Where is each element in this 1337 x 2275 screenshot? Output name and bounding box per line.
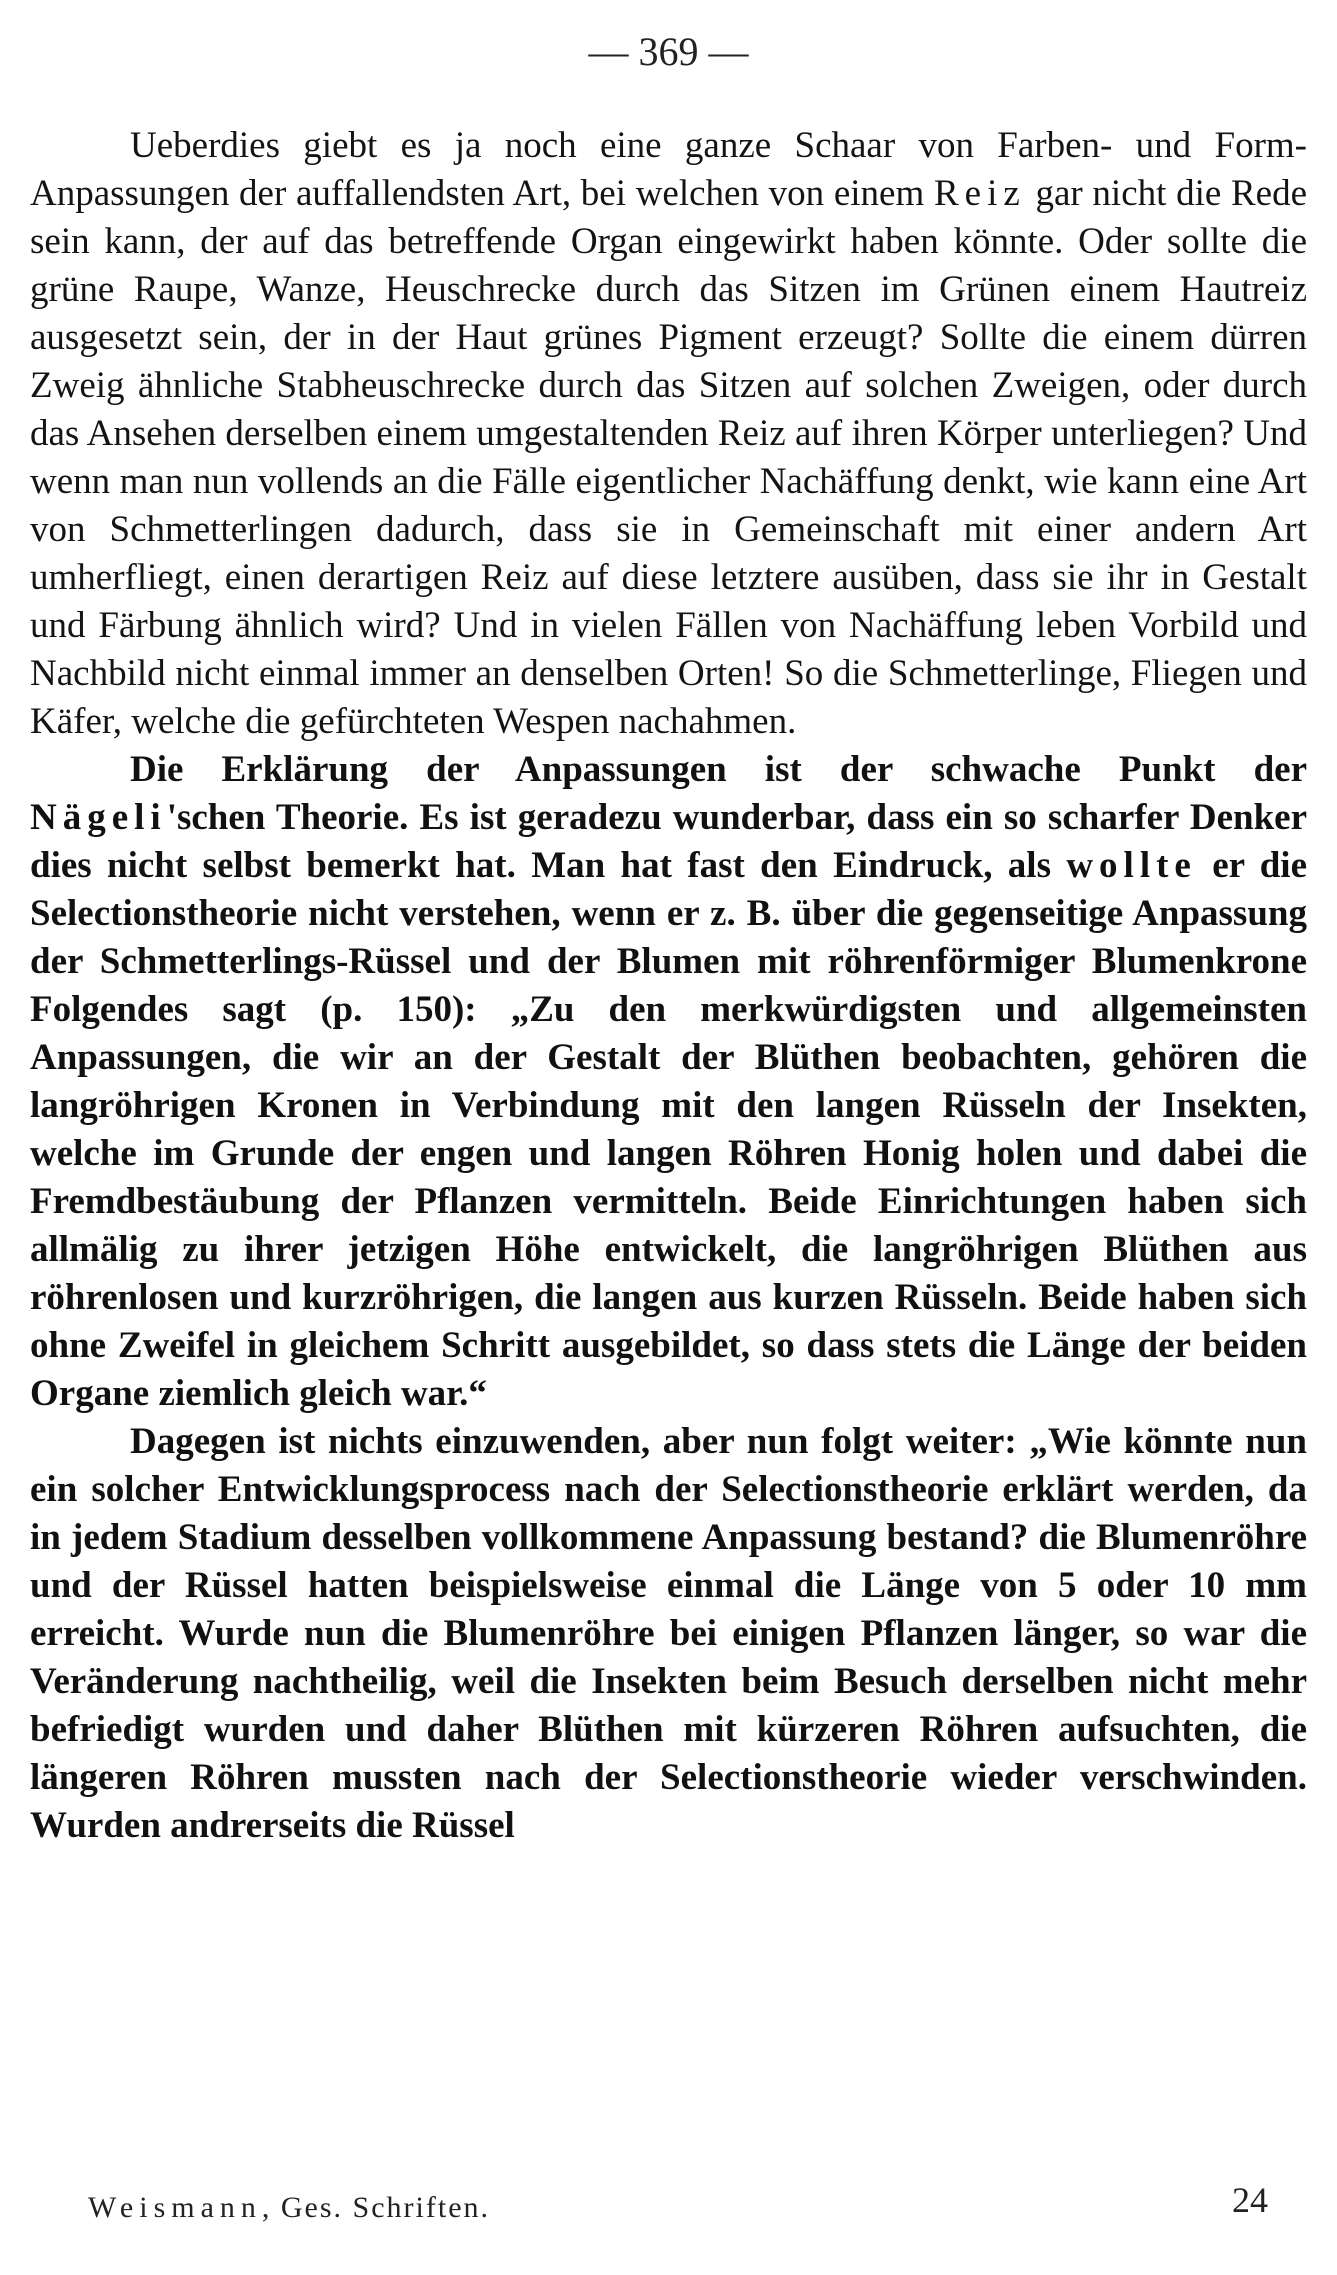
page-number: — 369 — (588, 29, 749, 74)
paragraph-1-part-1: Ueberdies giebt es ja noch eine ganze Schaar von Farben- und Form-Anpassungen der auffallendsten Art, bei welchen von einem (30, 125, 1307, 214)
page-footer (88, 2180, 1268, 2228)
body-text (30, 122, 1307, 1850)
paragraph-3 (30, 1418, 1307, 1850)
paragraph-1 (30, 122, 1307, 746)
paragraph-2-part-3: 'schen Theorie. Es ist geradezu wunderbar, dass ein so scharfer Denker dies nicht selbst bemerkt hat. Man hat fast den Eindruck, als (30, 797, 1307, 886)
paragraph-1-part-3: gar nicht die Rede sein kann, der auf das betreffende Organ eingewirkt haben könnte. Oder sollte die grüne Raupe, Wanze, Heuschrecke durch das Sitzen im Grünen einem Hautreiz ausgesetzt sein, der in der Haut grünes Pigment erzeugt? Sollte die einem dürren Zweig ähnliche Stabheuschrecke durch das Sitzen auf solchen Zweigen, oder durch das Ansehen derselben einem umgestaltenden Reiz auf ihren Körper unterliegen? Und wenn man nun vollends an die Fälle eigentlicher Nachäffung denkt, wie kann eine Art von Schmetterlingen dadurch, dass sie in Gemeinschaft mit einer andern Art umherfliegt, einen derartigen Reiz auf diese letztere ausüben, dass sie ihr in Gestalt und Färbung ähnlich wird? Und in vielen Fällen von Nachäffung leben Vorbild und Nachbild nicht einmal immer an denselben Orten! So die Schmetterlinge, Fliegen und Käfer, welche die gefürchteten Wespen nachahmen. (30, 173, 1308, 742)
signature-mark: 24 (1232, 2180, 1268, 2220)
footer-source: , Ges. Schriften. (261, 2191, 491, 2224)
paragraph-3-part-1: Dagegen ist nichts einzuwenden, aber nun folgt weiter: „Wie könnte nun ein solcher Entwicklungsprocess nach der Selectionstheorie erklärt werden, da in jedem Stadium desselben vollkommene Anpassung bestand? die Blumenröhre und der Rüssel hatten beispielsweise einmal die Länge von 5 oder 10 mm erreicht. Wurde nun die Blumenröhre bei einigen Pflanzen länger, so war die Veränderung nachtheilig, weil die Insekten beim Besuch derselben nicht mehr befriedigt wurden und daher Blüthen mit kürzeren Röhren aufsuchten, die längeren Röhren mussten nach der Selectionstheorie wieder verschwinden. Wurden andrerseits die Rüssel (30, 1421, 1307, 1846)
footer-author: Weismann (88, 2191, 262, 2224)
paragraph-2-part-5: er die Selectionstheorie nicht verstehen, wenn er z. B. über die gegenseitige Anpassung der Schmetterlings-Rüssel und der Blumen mit röhrenförmiger Blumenkrone Folgendes sagt (p. 150): „Zu den merkwürdigsten und allgemeinsten Anpassungen, die wir an der Gestalt der Blüthen beobachten, gehören die langröhrigen Kronen in Verbindung mit den langen Rüsseln der Insekten, welche im Grunde der engen und langen Röhren Honig holen und dabei die Fremdbestäubung der Pflanzen vermitteln. Beide Einrichtungen haben sich allmälig zu ihrer jetzigen Höhe entwickelt, die langröhrigen Blüthen aus röhrenlosen und kurzröhrigen, die langen aus kurzen Rüsseln. Beide haben sich ohne Zweifel in gleichem Schritt ausgebildet, so dass stets die Länge der beiden Organe ziemlich gleich war.“ (30, 845, 1307, 1414)
emphasis-wollte: wollte (1066, 845, 1197, 886)
paragraph-2 (30, 746, 1307, 1418)
emphasis-naegeli: Nägeli (30, 797, 167, 838)
paragraph-2-part-1: Die Erklärung der Anpassungen ist der schwache Punkt der (130, 749, 1307, 790)
emphasis-reiz: Reiz (933, 173, 1026, 214)
